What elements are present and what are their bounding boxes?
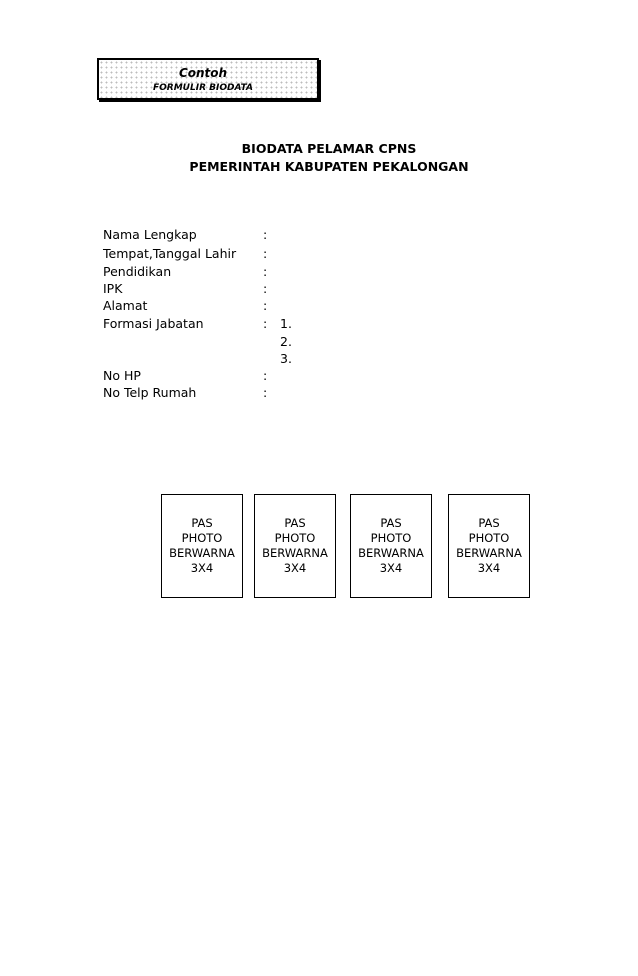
- photo-box-line: BERWARNA: [358, 546, 424, 560]
- photo-box: [350, 494, 432, 598]
- photo-box: [254, 494, 336, 598]
- field-colon: :: [263, 368, 268, 383]
- document-title: BIODATA PELAMAR CPNS: [241, 141, 417, 156]
- field-label-formasi: Formasi Jabatan: [103, 316, 204, 331]
- field-label-hp: No HP: [103, 368, 141, 383]
- formasi-item-3: 3.: [280, 351, 292, 366]
- photo-box-line: 3X4: [477, 561, 501, 575]
- field-colon: :: [263, 227, 268, 242]
- photo-box-line: PAS: [478, 516, 500, 530]
- example-label-title: Contoh: [178, 66, 228, 80]
- photo-box-line: 3X4: [379, 561, 403, 575]
- field-colon: :: [263, 385, 268, 400]
- photo-box-line: BERWARNA: [456, 546, 522, 560]
- field-colon: :: [263, 298, 268, 313]
- photo-box-line: BERWARNA: [169, 546, 235, 560]
- document-subtitle: PEMERINTAH KABUPATEN PEKALONGAN: [189, 159, 469, 174]
- photo-box-line: PHOTO: [370, 531, 412, 545]
- field-label-alamat: Alamat: [103, 298, 148, 313]
- field-colon: :: [263, 281, 268, 296]
- example-label-subtitle: FORMULIR BIODATA: [153, 83, 253, 93]
- field-label-ipk: IPK: [103, 281, 123, 296]
- photo-box-line: 3X4: [283, 561, 307, 575]
- photo-box-line: 3X4: [190, 561, 214, 575]
- photo-box-line: PHOTO: [468, 531, 510, 545]
- formasi-item-2: 2.: [280, 334, 292, 349]
- photo-box: [448, 494, 530, 598]
- field-colon: :: [263, 246, 268, 261]
- photo-box-line: PAS: [191, 516, 213, 530]
- field-label-pendidikan: Pendidikan: [103, 264, 172, 279]
- formasi-item-1: 1.: [280, 316, 292, 331]
- example-label-box: [97, 58, 319, 100]
- field-colon: :: [263, 264, 268, 279]
- photo-box-line: PAS: [284, 516, 306, 530]
- field-label-nama: Nama Lengkap: [103, 227, 197, 242]
- photo-box-line: PHOTO: [274, 531, 316, 545]
- photo-box-line: BERWARNA: [262, 546, 328, 560]
- photo-box-line: PHOTO: [181, 531, 223, 545]
- photo-box: [161, 494, 243, 598]
- field-label-telp: No Telp Rumah: [103, 385, 197, 400]
- field-label-ttl: Tempat,Tanggal Lahir: [103, 246, 237, 261]
- photo-box-line: PAS: [380, 516, 402, 530]
- field-colon: :: [263, 316, 268, 331]
